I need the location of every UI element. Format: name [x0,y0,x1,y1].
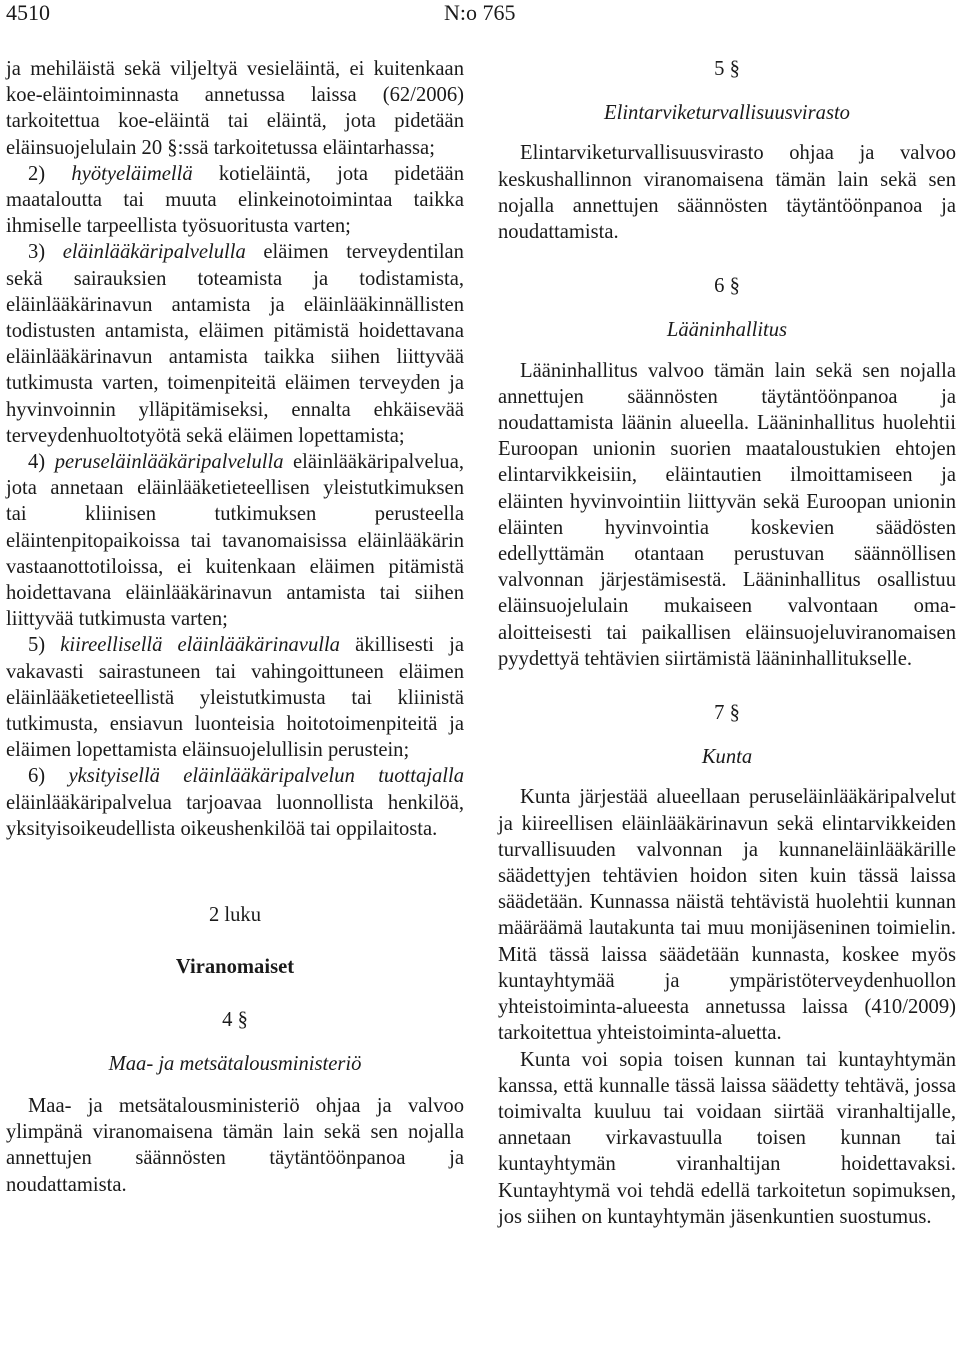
section-6-text: Lääninhallitus valvoo tämän lain sekä sen nojalla annettujen säännösten täytäntöönpanoa ja noudattamista läänin alueella. Lääninhallitus huolehtii Euroopan unionin suorien maataloustukien ehtojen elintarvikkeisiin, eläintautien ilmoittamiseen ja eläinten hyvinvointiin liittyvän sekä Euroopan unionin eläinten hyvinvointia koskevien säädösten edellyttämän otantaan perustuvan säännöllisen valvonnan järjestämisestä. Lääninhallitus osallistuu eläinsuojelulain mukaiseen valvontaan oma-aloitteisesti tai paikallisen eläinsuojeluviranomaisen pyydettyä tehtävien siirtämistä lääninhallitukselle. [498,359,956,670]
definition-text: eläinlääkäripalvelua tarjoavaa luonnollista henkilöä, yksityisoikeudellista oikeushenkilöä tai oppilaitosta. [6,791,464,840]
section-6-number: 6 § [714,275,740,298]
definition-continuation: ja mehiläistä sekä viljeltyä vesieläintä, ei kuitenkaan koe-eläintoiminnasta annetussa laissa (62/2006) tarkoitettua koe-eläintä tai eläintä, jota pidetään eläinsuojelulain 20 §:ssä tarkoitetussa eläintarhassa; [6,58,464,159]
page-number: 4510 [6,0,50,25]
section-7-paragraph-2: Kunta voi sopia toisen kunnan tai kuntayhtymän kanssa, että kunnalle tässä laissa säädetty tehtävä, jossa toimivalta kuuluu tai voidaan siirtää viranhaltijalle, annetaan virkavastuulla toisen kunnan tai kuntayhtymän viranhaltijan hoidettavaksi. Kuntayhtymä voi tehdä edellä tarkoitetun sopimuksen, jos siihen on kuntayhtymän jäsenkuntien suostumus. [498,1048,956,1228]
definition-item-5 [6,632,464,763]
item-number: 6) [28,765,69,788]
definition-text: eläinlääkäripalvelua, jota annetaan eläinlääketieteellisen yleistutkimuksen tai kliinisen tutkimuksen perusteella eläintenpitopaikoissa tai tavanomaisissa eläinlääkärin vastaanottotiloissa, ei kuitenkaan eläimen pitämistä hoidettavana eläinlääkärinavun antamista tai siihen liittyvää tutkimusta varten; [6,451,464,631]
section-5-text: Elintarviketurvallisuusvirasto ohjaa ja valvoo keskushallinnon viranomaisena tämän lain sekä sen nojalla annettujen säännösten täytäntöönpanoa ja noudattamista. [498,142,956,244]
definition-item-6 [6,763,464,842]
section-4-number: 4 § [222,1008,248,1031]
definition-item-3 [6,239,464,449]
definition-text: eläimen terveydentilan sekä sairauksien toteamista ja todistamista, eläinlääkärinavun antamista ja eläinlääkinnällisten todistusten antamista, eläimen pitämistä hoidettavana eläinlääkärinavun antamista taikka siihen liittyvää tutkimusta varten, toimenpiteitä eläimen terveyden ja hyvinvoinnin ylläpitämiseksi, ennalta ehkäisevää terveydenhuoltotyötä sekä eläimen lopettamista; [6,241,464,447]
definition-text: äkillisesti ja vakavasti sairastuneen tai vahingoittuneen eläimen eläinlääketieteellistä yleistutkimusta tai kliinistä tutkimusta, ensiavun luonteisia hoitotoimenpiteitä ja eläimen lopettamista eläinsuojelullisin perustein; [6,634,464,762]
defined-term: hyötyeläimellä [71,162,193,185]
section-6-title: Lääninhallitus [666,319,788,342]
section-5-title: Elintarviketurvallisuusvirasto [604,102,850,125]
item-number: 5) [28,634,61,657]
item-number: 3) [28,241,63,264]
definition-text: kotieläintä, jota pidetään maataloutta tai muuta elinkeinotoimintaa taikka ihmiselle tarpeellista työsuoritusta varten; [6,162,464,238]
running-header [6,0,954,34]
defined-term: peruseläinlääkäripalvelulla [54,451,284,474]
item-number: 4) [28,451,55,474]
defined-term: eläinlääkäripalvelulla [62,241,246,264]
issue-number: N:o 765 [444,0,516,25]
section-4-text: Maa- ja metsätalousministeriö ohjaa ja valvoo ylimpänä viranomaisena tämän lain sekä sen nojalla annettujen säännösten täytäntöönpanoa ja noudattamista. [6,1094,464,1196]
section-7-title: Kunta [701,746,753,769]
section-4-title: Maa- ja metsätalousministeriö [108,1052,362,1075]
right-column [498,56,956,1230]
item-number: 2) [28,162,72,185]
chapter-number: 2 luku [208,904,262,927]
left-column [6,56,464,1198]
section-7-number: 7 § [714,702,740,725]
definition-item-2 [6,161,464,240]
defined-term: yksityisellä eläinlääkäripalvelun tuottajalla [68,765,465,788]
definition-item-4 [6,449,464,632]
section-5-number: 5 § [714,58,740,80]
chapter-title: Viranomaiset [175,956,295,979]
defined-term: kiireellisellä eläinlääkärinavulla [60,634,340,657]
section-7-paragraph-1: Kunta järjestää alueellaan peruseläinlääkäripalvelut ja kiireellisen eläinlääkärinavun sekä elintarvikkeiden turvallisuuden valvonnan ja kunnaneläinlääkärille säädettyjen tehtävien hoidon siten kuin tässä laissa säädetään. Kunnassa näistä tehtävistä huolehtii kunnan määräämä lautakunta tai muu monijäseninen toimielin. Mitä tässä laissa säädetään kunnasta, koskee myös kuntayhtymää ja ympäristöterveydenhuollon yhteistoiminta-alueesta annetussa laissa (410/2009) tarkoitettua yhteistoiminta-aluetta. [498,786,956,1045]
